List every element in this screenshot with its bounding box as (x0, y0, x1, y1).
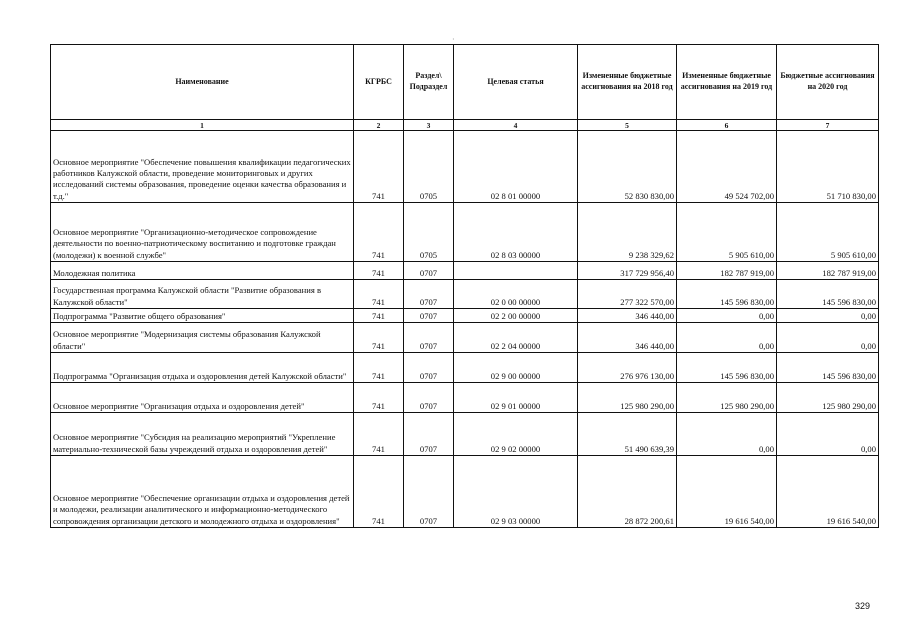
row-2018: 28 872 200,61 (578, 456, 677, 528)
row-target: 02 9 01 00000 (454, 383, 578, 413)
row-target: 02 0 00 00000 (454, 280, 578, 309)
header-2020: Бюджетные ассигнования на 2020 год (777, 45, 879, 120)
row-2018: 276 976 130,00 (578, 353, 677, 383)
row-2020: 0,00 (777, 323, 879, 353)
row-2020: 145 596 830,00 (777, 280, 879, 309)
row-2019: 0,00 (677, 309, 777, 323)
row-target: 02 2 00 00000 (454, 309, 578, 323)
header-kgrbs: КГРБС (354, 45, 404, 120)
row-2019: 19 616 540,00 (677, 456, 777, 528)
table-row (51, 413, 879, 456)
table-row (51, 131, 879, 203)
row-target: 02 9 03 00000 (454, 456, 578, 528)
row-name: Государственная программа Калужской области "Развитие образования в Калужской области" (51, 280, 354, 309)
row-name: Молодежная политика (51, 262, 354, 280)
scan-speck: · (452, 35, 455, 44)
row-2019: 125 980 290,00 (677, 383, 777, 413)
row-name: Основное мероприятие "Организация отдыха и оздоровления детей" (51, 383, 354, 413)
row-section: 0707 (404, 262, 454, 280)
row-2018: 317 729 956,40 (578, 262, 677, 280)
header-target: Целевая статья (454, 45, 578, 120)
row-kgrbs: 741 (354, 262, 404, 280)
table-row (51, 280, 879, 309)
row-2019: 5 905 610,00 (677, 203, 777, 262)
row-2018: 51 490 639,39 (578, 413, 677, 456)
table-row (51, 262, 879, 280)
header-2018: Измененные бюджетные ассигнования на 2018 год (578, 45, 677, 120)
row-kgrbs: 741 (354, 383, 404, 413)
row-section: 0705 (404, 131, 454, 203)
row-2018: 346 440,00 (578, 323, 677, 353)
row-2020: 51 710 830,00 (777, 131, 879, 203)
row-name: Основное мероприятие "Организационно-методическое сопровождение деятельности по военно-патриотическому воспитанию и подготовке граждан (молодежи) к военной службе" (51, 203, 354, 262)
col-number: 5 (578, 120, 677, 131)
header-2019: Измененные бюджетные ассигнования на 2019 год (677, 45, 777, 120)
col-number: 6 (677, 120, 777, 131)
row-2020: 0,00 (777, 413, 879, 456)
row-2020: 5 905 610,00 (777, 203, 879, 262)
col-number: 1 (51, 120, 354, 131)
row-2019: 0,00 (677, 323, 777, 353)
row-target (454, 262, 578, 280)
row-target: 02 2 04 00000 (454, 323, 578, 353)
table-row (51, 309, 879, 323)
row-2019: 49 524 702,00 (677, 131, 777, 203)
row-2018: 125 980 290,00 (578, 383, 677, 413)
row-name: Подпрограмма "Организация отдыха и оздоровления детей Калужской области" (51, 353, 354, 383)
table-row (51, 456, 879, 528)
row-target: 02 8 03 00000 (454, 203, 578, 262)
row-2019: 0,00 (677, 413, 777, 456)
header-name: Наименование (51, 45, 354, 120)
row-name: Подпрограмма "Развитие общего образования" (51, 309, 354, 323)
row-section: 0707 (404, 353, 454, 383)
budget-table (50, 44, 879, 528)
row-kgrbs: 741 (354, 323, 404, 353)
header-row (51, 45, 879, 120)
row-2018: 277 322 570,00 (578, 280, 677, 309)
row-name: Основное мероприятие "Обеспечение организации отдыха и оздоровления детей и молодежи, реализации аналитического и информационно-методического сопровождения организации детского и молодежного отдыха и оздоровления" (51, 456, 354, 528)
column-number-row (51, 120, 879, 131)
row-section: 0707 (404, 280, 454, 309)
col-number: 4 (454, 120, 578, 131)
page-number: 329 (855, 601, 871, 611)
row-name: Основное мероприятие "Субсидия на реализацию мероприятий "Укрепление материально-технической базы учреждений отдыха и оздоровления детей" (51, 413, 354, 456)
header-section: Раздел\ Подраздел (404, 45, 454, 120)
row-kgrbs: 741 (354, 203, 404, 262)
row-kgrbs: 741 (354, 413, 404, 456)
table-row (51, 203, 879, 262)
row-target: 02 8 01 00000 (454, 131, 578, 203)
row-2018: 9 238 329,62 (578, 203, 677, 262)
row-kgrbs: 741 (354, 280, 404, 309)
row-2020: 0,00 (777, 309, 879, 323)
row-2020: 182 787 919,00 (777, 262, 879, 280)
row-section: 0707 (404, 323, 454, 353)
row-kgrbs: 741 (354, 456, 404, 528)
table-row (51, 323, 879, 353)
row-section: 0705 (404, 203, 454, 262)
table-row (51, 353, 879, 383)
row-2018: 52 830 830,00 (578, 131, 677, 203)
row-kgrbs: 741 (354, 309, 404, 323)
row-target: 02 9 00 00000 (454, 353, 578, 383)
row-2019: 145 596 830,00 (677, 353, 777, 383)
row-2018: 346 440,00 (578, 309, 677, 323)
row-2019: 182 787 919,00 (677, 262, 777, 280)
row-2020: 125 980 290,00 (777, 383, 879, 413)
col-number: 7 (777, 120, 879, 131)
row-kgrbs: 741 (354, 131, 404, 203)
row-section: 0707 (404, 456, 454, 528)
row-2020: 19 616 540,00 (777, 456, 879, 528)
row-section: 0707 (404, 413, 454, 456)
row-name: Основное мероприятие "Обеспечение повышения квалификации педагогических работников Калужской области, проведение мониторинговых и других исследований системы образования, проведение оценки качества образования и т.д." (51, 131, 354, 203)
col-number: 3 (404, 120, 454, 131)
col-number: 2 (354, 120, 404, 131)
row-section: 0707 (404, 383, 454, 413)
row-2020: 145 596 830,00 (777, 353, 879, 383)
row-target: 02 9 02 00000 (454, 413, 578, 456)
row-name: Основное мероприятие "Модернизация системы образования Калужской области" (51, 323, 354, 353)
row-2019: 145 596 830,00 (677, 280, 777, 309)
row-kgrbs: 741 (354, 353, 404, 383)
row-section: 0707 (404, 309, 454, 323)
table-row (51, 383, 879, 413)
